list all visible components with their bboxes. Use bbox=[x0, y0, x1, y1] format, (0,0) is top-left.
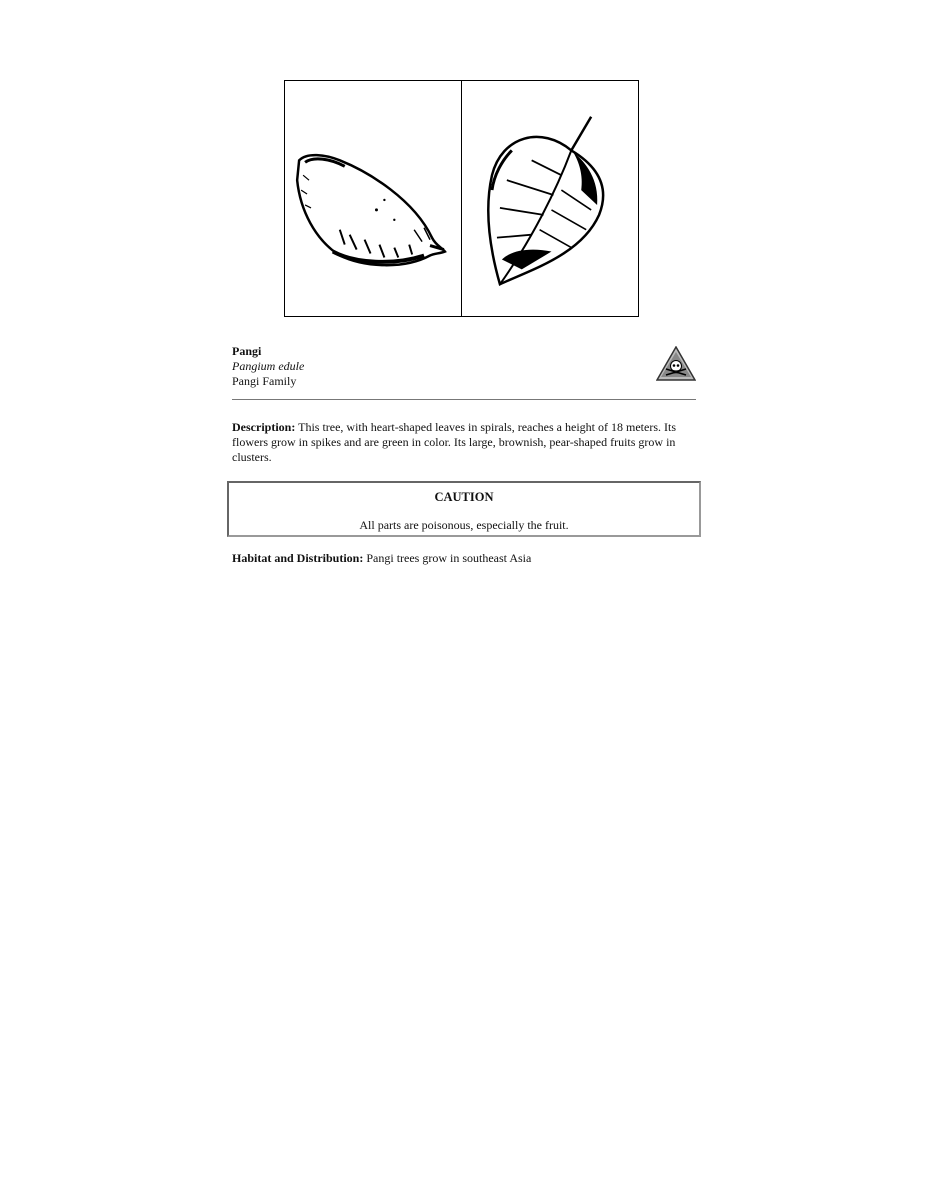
description-text: This tree, with heart-shaped leaves in spirals, reaches a height of 18 meters. Its flowers grow in spikes and are green in color. Its large, brownish, pear-shaped fruits grow in clusters. bbox=[232, 420, 676, 464]
plant-common-name: Pangi bbox=[232, 344, 262, 358]
plant-title-block bbox=[232, 344, 304, 389]
section-divider bbox=[232, 399, 696, 400]
habitat-paragraph bbox=[232, 551, 531, 566]
description-paragraph bbox=[232, 420, 698, 465]
caution-title: CAUTION bbox=[434, 490, 494, 504]
description-label: Description: bbox=[232, 420, 296, 434]
fruit-panel bbox=[285, 81, 461, 316]
poison-skull-triangle-icon bbox=[656, 346, 696, 381]
habitat-text: Pangi trees grow in southeast Asia bbox=[363, 551, 532, 565]
plant-scientific-name: Pangium edule bbox=[232, 359, 305, 373]
plant-illustration bbox=[284, 80, 639, 317]
caution-box bbox=[227, 481, 701, 537]
leaf-panel bbox=[461, 81, 638, 316]
caution-text: All parts are poisonous, especially the fruit. bbox=[359, 518, 569, 532]
habitat-label: Habitat and Distribution: bbox=[232, 551, 364, 565]
plant-family: Pangi Family bbox=[232, 374, 297, 388]
fruit-drawing bbox=[285, 81, 461, 316]
leaf-drawing bbox=[462, 81, 638, 316]
